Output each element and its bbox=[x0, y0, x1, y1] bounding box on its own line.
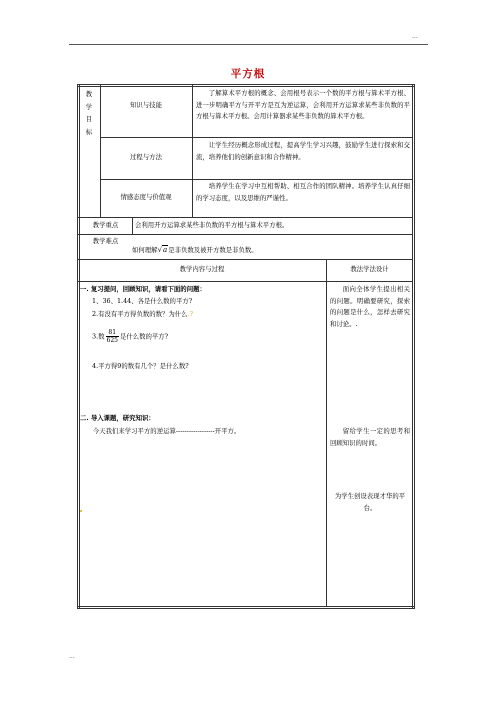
difficulty-content: 如何理解√a是非负数及被开方数是非负数。 bbox=[132, 245, 410, 257]
difficulty-label: 教学难点 bbox=[92, 237, 119, 245]
key-point-label: 教学重点 bbox=[92, 221, 119, 229]
square-root-symbol: √a bbox=[157, 246, 168, 254]
column-header-process: 教学内容与过程 bbox=[179, 265, 225, 273]
knowledge-skills-content: 了解算术平方根的概念、会用根号表示一个数的平方根与算术平方根、进一步明确平方与开平方是互为逆运算，会利用开方运算求某些非负数的平方根与算术平方根。会用计算器求某些非负数的算术平方根。 bbox=[196, 89, 410, 120]
footer-marker: ... bbox=[69, 653, 75, 660]
table-border-top bbox=[77, 84, 414, 87]
method-note-1: 面向全体学生提出相关的问题。明确要研究，探索的问题是什么，怎样去研究和讨论。. bbox=[330, 285, 410, 328]
fraction-81-625: $\frac{81}{625}$ bbox=[106, 329, 118, 344]
attitudes-values-label: 情感态度与价值观 bbox=[120, 193, 172, 201]
table-border-left bbox=[77, 84, 80, 609]
method-note-2: 留给学生一定的思考和回顾知识的时间。 bbox=[330, 427, 410, 447]
question-2: 2.有没有平方得负数的数？为什么.? bbox=[92, 310, 194, 318]
yellow-mark bbox=[80, 510, 82, 512]
process-methods-label: 过程与方法 bbox=[130, 153, 162, 161]
key-point-content: 会利用开方运算求某些非负数的平方根与算术平方根。 bbox=[135, 221, 289, 229]
objectives-label: 教学目标 bbox=[85, 90, 93, 136]
section2-heading: 二. 导入课题，研究知识： bbox=[80, 414, 155, 422]
document-title: 平方根 bbox=[230, 68, 266, 80]
header-rule bbox=[69, 44, 428, 45]
section2-text: 今天我们来学习平方的逆运算------------------开平方。 bbox=[92, 427, 241, 435]
column-header-method: 教法学法设计 bbox=[350, 265, 389, 273]
table-border-right bbox=[412, 84, 415, 609]
header-marker: ... bbox=[412, 33, 418, 40]
section1-heading: 一. 复习提问，回顾知识，请看下面的问题： bbox=[80, 285, 206, 293]
question-3: 3.数 $\frac{81}{625}$ 是什么数的平方? bbox=[92, 329, 169, 344]
question-4: 4.平方得9的数有几个？是什么数? bbox=[92, 362, 189, 370]
process-methods-content: 让学生经历概念形成过程，提高学生学习兴趣，鼓励学生进行探索和交流，培养他们的创新意识和合作精神。 bbox=[196, 141, 410, 161]
table-border-bottom bbox=[77, 606, 414, 609]
knowledge-skills-label: 知识与技能 bbox=[130, 101, 162, 109]
question-1: 1、36、1.44、各是什么数的平方? bbox=[92, 297, 193, 305]
method-note-3: 为学生创设表现才华的平台。 bbox=[334, 492, 406, 512]
attitudes-values-content: 培养学生在学习中互相帮助、相互合作的团队精神。培养学生认真仔细的学习态度，以及思维的严谨性。 bbox=[196, 182, 410, 202]
